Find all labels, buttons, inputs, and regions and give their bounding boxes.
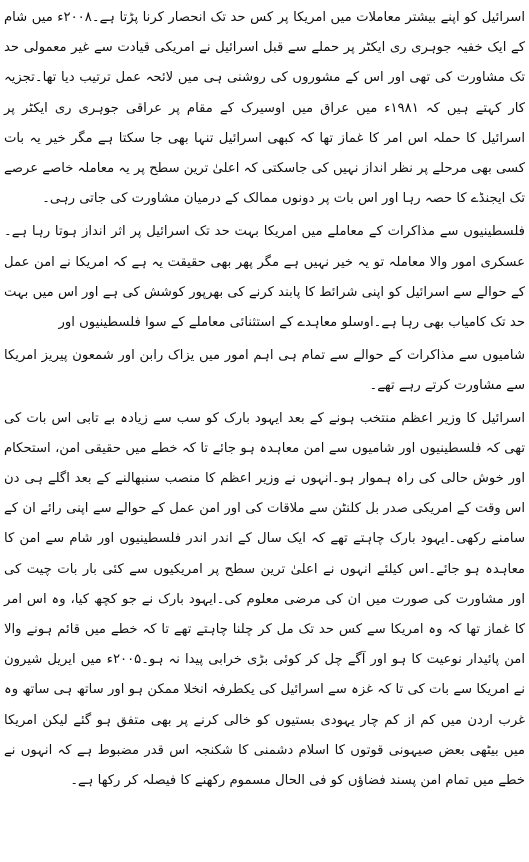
article-body [4,3,525,859]
paragraph-3: شامیوں سے مذاکرات کے حوالے سے تمام ہی اہم امور میں یزاک رابن اور شمعون پیریز امریکا سے مشاورت کرتے رہے تھے۔ [4,348,525,394]
paragraph-4: اسرائیل کا وزیر اعظم منتخب ہونے کے بعد ایہود بارک کو سب سے زیادہ بے تابی اس بات کی تھی کہ فلسطینیوں اور شامیوں سے امن معاہدہ ہو جائے تا کہ خطے میں حقیقی امن، استحکام اور خوش حالی کی راہ ہموار ہو۔انہوں نے وزیر اعظم کا منصب سنبھالنے کے بعد اگلے ہی دن اس وقت کے امریکی صدر بل کلنٹن سے ملاقات کی اور امن عمل کے حوالے سے اپنی رائے ان کے سامنے رکھی۔ایہود بارک چاہتے تھے کہ ایک سال کے اندر اندر فلسطینیوں اور شام سے امن کا معاہدہ ہو جائے۔اس کیلئے انہوں نے اعلیٰ ترین سطح پر امریکیوں سے کئی بار بات چیت کی اور مشاورت کی صورت میں ان کی مرضی معلوم کی۔ایہود بارک نے جو کچھ کیا، وہ اس امر کا غماز تھا کہ وہ امریکا سے کس حد تک مل کر چلنا چاہتے تھے تا کہ خطے میں قائم ہونے والا امن پائیدار نوعیت کا ہو اور آگے چل کر کوئی بڑی خرابی پیدا نہ ہو۔۲۰۰۵ء میں ایریل شیرون نے امریکا سے بات کی تا کہ غزہ سے اسرائیل کی یکطرفہ انخلا ممکن ہو اور ساتھ ہی ساتھ وہ غرب اردن میں کم از کم چار یہودی بستیوں کو خالی کرنے پر بھی متفق ہو گئے لیکن امریکا میں بیٹھی بعض صیہونی قوتوں کا اسلام دشمنی کا شکنجہ اس قدر مضبوط ہے کہ انہوں نے خطے میں تمام امن پسند فضاؤں کو فی الحال مسموم رکھنے کا فیصلہ کر رکھا ہے۔ [4,410,525,789]
paragraph-1: اسرائیل کو اپنے بیشتر معاملات میں امریکا پر کس حد تک انحصار کرنا پڑتا ہے۔۲۰۰۸ء میں شام کے ایک خفیہ جوہری ری ایکٹر پر حملے سے قبل اسرائیل نے امریکی قیادت سے غیر معمولی حد تک مشاورت کی تھی اور اس کے مشوروں کی روشنی ہی میں لائحہ عمل ترتیب دیا تھا۔تجزیہ کار کہتے ہیں کہ ۱۹۸۱ء میں عراق میں اوسیرک کے مقام پر عراقی جوہری ری ایکٹر پر اسرائیل کا حملہ اس امر کا غماز تھا کہ کبھی اسرائیل تنہا بھی جا سکتا ہے مگر خیر یہ بات کسی بھی مرحلے پر نظر انداز نہیں کی جاسکتی کہ اعلیٰ ترین سطح پر یہ معاملہ خاصے عرصے تک ایجنڈے کا حصہ رہا اور اس بات پر دونوں ممالک کے درمیان مشاورت کی جاتی رہی۔ [4,10,525,207]
paragraph-2: فلسطینیوں سے مذاکرات کے معاملے میں امریکا بہت حد تک اسرائیل پر اثر انداز ہوتا رہا ہے۔عسکری امور والا معاملہ تو یہ خیر نہیں ہے مگر پھر بھی حقیقت یہ ہے کہ امریکا نے امن عمل کے حوالے سے اسرائیل کو اپنی شرائط کا پابند کرنے کی بھرپور کوشش کی ہے اور اس میں بہت حد تک کامیاب بھی رہا ہے۔اوسلو معاہدے کے استثنائی معاملے کے سوا فلسطینیوں اور [4,224,525,331]
